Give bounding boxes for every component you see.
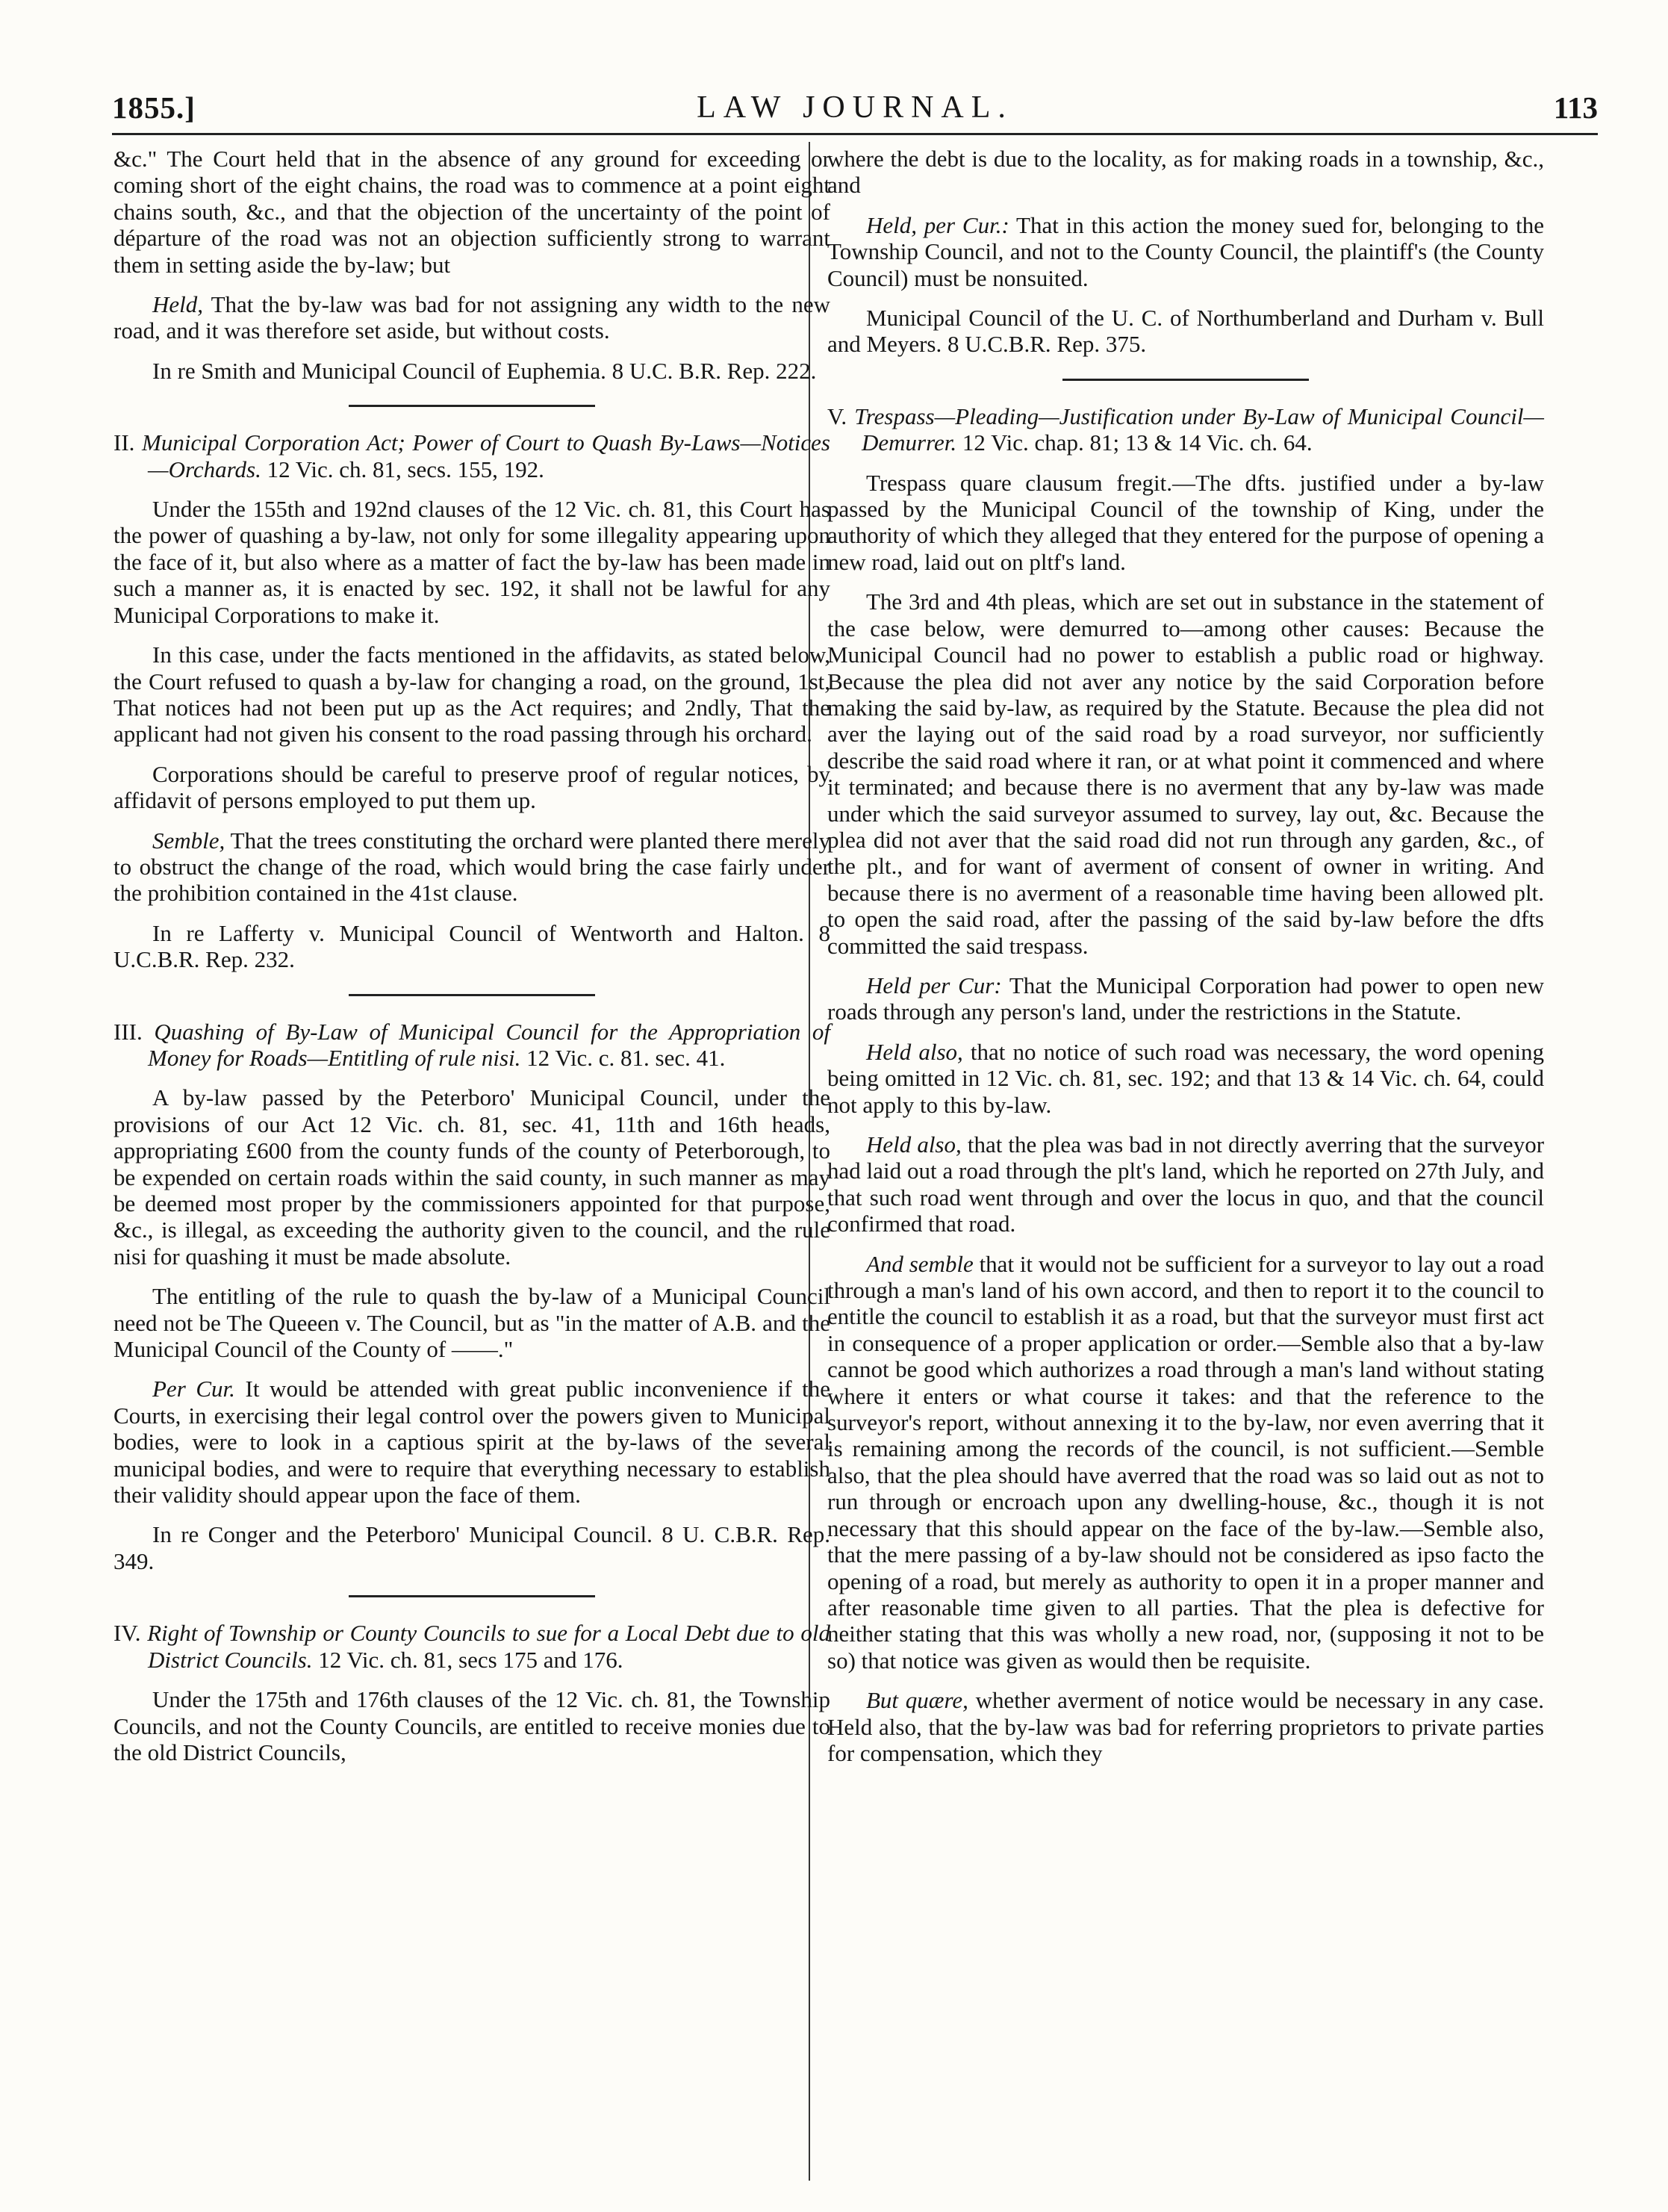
left-column: [113, 146, 830, 1779]
paragraph: A by-law passed by the Peterboro' Municipal Council, under the provisions of our Act 12 Vic. ch. 81, sec. 41, 11th and 16th heads, appropriating £600 from the county funds of the county of Peterborough, to be expended on certain roads within the said county, in such manner as may be deemed most proper by the commissioners appointed for that purpose, &c., is illegal, as exceeding the authority given to the council, and the rule nisi for quashing it must be made absolute.: [113, 1084, 830, 1270]
paragraph: Under the 175th and 176th clauses of the 12 Vic. ch. 81, the Township Councils, and not the County Councils, are entitled to receive monies due to the old District Councils,: [113, 1686, 830, 1765]
section-reference: 12 Vic. ch. 81, secs. 155, 192.: [267, 456, 544, 482]
paragraph-lead: Held also,: [866, 1131, 962, 1158]
case-citation: In re Conger and the Peterboro' Municipal Council. 8 U. C.B.R. Rep. 349.: [113, 1521, 830, 1574]
section-title: Trespass—Pleading—Justification under By-Law of Municipal Council—Demurrer.: [854, 403, 1545, 456]
paragraph: Corporations should be careful to preserve proof of regular notices, by affidavit of persons employed to put them up.: [113, 760, 830, 814]
paragraph-body: It would be attended with great public inconvenience if the Courts, in exercising their legal control over the powers given to Municipal bodies, were to look in a captious spirit at the by-laws of the several municipal bodies, and were to require that everything necessary to establish their validity should appear upon the face of them.: [113, 1376, 830, 1509]
section-number: III.: [113, 1018, 143, 1045]
section-heading: [113, 1620, 830, 1673]
paragraph-lead: Held per Cur:: [866, 972, 1002, 998]
paragraph: The 3rd and 4th pleas, which are set out in substance in the statement of the case below, were demurred to—among other causes: Because the Municipal Council had no power to establish a public road or highway. Because the plea did not aver any notice by the said Corporation before making the said by-law, as required by the Statute. Because the plea did not aver the laying out of the said road by a road surveyor, nor sufficiently describe the said road where it ran, or at what point it commenced and where it terminated; and because there is no averment that any by-law was made under which the said surveyor assumed to survey, lay out, &c. Because the plea did not aver that the said road did not run through any garden, &c., of the plt., and for want of averment of consent of owner in writing. And because there is no averment of a reasonable time having been allowed plt. to open the said road, after the passing of the said by-law before the dfts committed the said trespass.: [827, 588, 1544, 959]
section-reference: 12 Vic. chap. 81; 13 & 14 Vic. ch. 64.: [962, 429, 1313, 456]
paragraph: [827, 1251, 1544, 1674]
paragraph-body: that it would not be sufficient for a surveyor to lay out a road through a man's land of his own accord, and then to report it to the council to entitle the council to establish it as a road, but that the surveyor must first act in consequence of a proper application or order.—Semble also that a by-law cannot be good which authorizes a road through a man's land without stating where it enters or what course it takes: and that the reference to the surveyor's report, without annexing it to the by-law, nor even averring that it is remaining among the records of the council, is not sufficient.—Semble also, that the plea should have averred that the road was so laid out as not to run through or encroach upon any dwelling-house, &c., though it is not necessary that this should appear on the face of the by-law.—Semble also, that the mere passing of a by-law should not be considered as ipso facto the opening of a road, but merely as authority to open it in a proper manner and after reasonable time given to all parties. That the plea is defective for neither stating that this was wholly a new road, nor, (supposing it not to be so) that notice was given as would then be requisite.: [827, 1250, 1544, 1674]
paragraph: In this case, under the facts mentioned in the affidavits, as stated below, the Court refused to quash a by-law for changing a road, on the ground, 1st, That notices had not been put up as the Act requires; and 2ndly, That the applicant had not given his consent to the road passing through his orchard.: [113, 641, 830, 748]
paragraph-body: That the Municipal Corporation had power to open new roads through any person's land, under the restrictions in the Statute.: [827, 972, 1544, 1025]
paragraph-body: whether averment of notice would be necessary in any case. Held also, that the by-law was bad for referring proprietors to private parties for compensation, which they: [827, 1687, 1544, 1766]
section-heading: [113, 429, 830, 482]
header-title: LAW JOURNAL.: [697, 90, 1013, 125]
section-title: Municipal Corporation Act; Power of Court to Quash By-Laws—Notices—Orchards.: [142, 429, 830, 482]
paragraph: [827, 212, 1544, 291]
right-column: [827, 146, 1544, 1780]
paragraph-lead: And semble: [866, 1250, 974, 1277]
paragraph: [113, 827, 830, 907]
paragraph-lead: Held,: [152, 291, 204, 318]
section-separator: [349, 405, 595, 407]
paragraph-lead: Per Cur.: [152, 1376, 235, 1402]
header-page-number: 113: [1553, 90, 1598, 125]
section-number: II.: [113, 429, 135, 456]
paragraph-lead: Held also,: [866, 1038, 963, 1065]
section-separator: [1062, 379, 1309, 381]
paragraph-body: that the plea was bad in not directly averring that the surveyor had laid out a road through the plt's land, which he reported on 27th July, and that such road went through and over the locus in quo, and that the council confirmed that road.: [827, 1131, 1545, 1237]
paragraph: The entitling of the rule to quash the by-law of a Municipal Council need not be The Queeen v. The Council, but as "in the matter of A.B. and the Municipal Council of the County of ——.": [113, 1283, 830, 1363]
section-title: Right of Township or County Councils to sue for a Local Debt due to old District Councils.: [147, 1620, 830, 1673]
paragraph: Trespass quare clausum fregit.—The dfts. justified under a by-law passed by the Municipal Council of the township of King, under the authority of which they alleged that they entered for the purpose of opening a new road, laid out on pltf's land.: [827, 469, 1544, 575]
page-header: [112, 90, 1598, 134]
paragraph: [827, 1039, 1544, 1118]
section-separator: [349, 1595, 595, 1597]
paragraph-lead: But quære,: [866, 1687, 968, 1714]
paragraph: [113, 1376, 830, 1508]
paragraph-body: that no notice of such road was necessary, the word opening being omitted in 12 Vic. ch. 81, sec. 192; and that 13 & 14 Vic. ch. 64, could not apply to this by-law.: [827, 1038, 1544, 1118]
section-reference: 12 Vic. ch. 81, secs 175 and 176.: [318, 1646, 623, 1673]
section-separator: [349, 994, 595, 996]
section-reference: 12 Vic. c. 81. sec. 41.: [526, 1044, 726, 1071]
paragraph: &c." The Court held that in the absence of any ground for exceeding or coming short of the eight chains, the road was to commence at a point eight chains south, &c., and that the objection of the uncertainty of the point of départure of the road was not an objection sufficiently strong to warrant them in setting aside the by-law; but: [113, 146, 830, 278]
section-heading: [827, 403, 1544, 456]
paragraph: [827, 1131, 1544, 1237]
case-citation: In re Lafferty v. Municipal Council of Wentworth and Halton. 8 U.C.B.R. Rep. 232.: [113, 919, 830, 973]
paragraph-lead: Semble,: [152, 827, 225, 854]
header-rule: [112, 133, 1598, 135]
paragraph: Under the 155th and 192nd clauses of the 12 Vic. ch. 81, this Court has the power of quashing a by-law, not only for some illegality appearing upon the face of it, but also where as a matter of fact the by-law has been made in such a manner as, it is enacted by sec. 192, it shall not be lawful for any Municipal Corporations to make it.: [113, 496, 830, 628]
section-heading: [113, 1019, 830, 1072]
paragraph-lead: Held, per Cur.:: [866, 211, 1009, 238]
case-citation: Municipal Council of the U. C. of Northumberland and Durham v. Bull and Meyers. 8 U.C.B.R. Rep. 375.: [827, 305, 1544, 358]
header-year: 1855.]: [112, 90, 196, 125]
section-number: V.: [827, 403, 847, 429]
paragraph-body: That the by-law was bad for not assigning any width to the new road, and it was therefore set aside, but without costs.: [113, 291, 830, 344]
paragraph: [827, 972, 1544, 1025]
paragraph: [827, 1687, 1544, 1766]
case-citation: In re Smith and Municipal Council of Euphemia. 8 U.C. B.R. Rep. 222.: [152, 357, 817, 384]
section-title: Quashing of By-Law of Municipal Council for the Appropriation of Money for Roads—Entitling of rule nisi.: [148, 1018, 831, 1071]
paragraph: where the debt is due to the locality, as for making roads in a township, &c., and: [827, 146, 1544, 199]
paragraph-body: That the trees constituting the orchard were planted there merely to obstruct the change of the road, which would bring the case fairly under the prohibition contained in the 41st clause.: [113, 827, 830, 907]
paragraph: [113, 291, 830, 344]
paragraph-body: That in this action the money sued for, belonging to the Township Council, and not to the County Council, the plaintiff's (the County Council) must be nonsuited.: [827, 211, 1544, 291]
section-number: IV.: [113, 1620, 141, 1647]
